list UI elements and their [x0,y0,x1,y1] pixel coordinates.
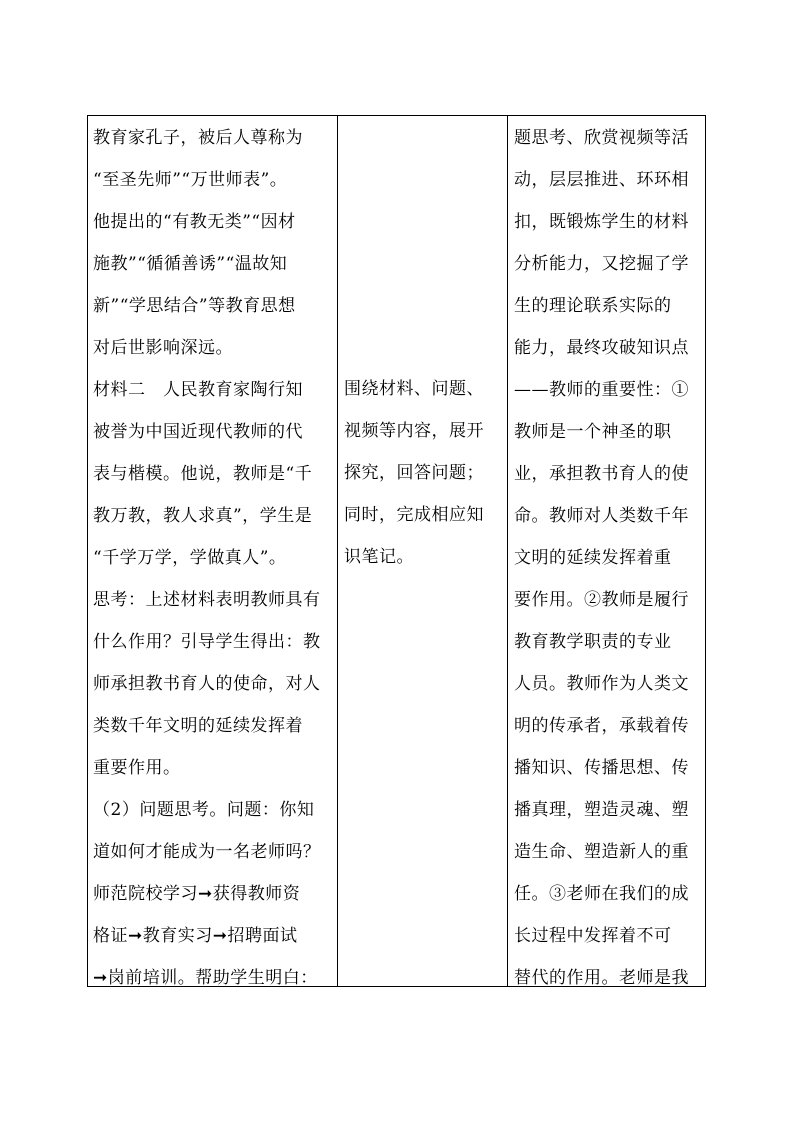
col1-line: 表与楷模。他说，教师是“千 [93,464,313,484]
col1-line: 什么作用？引导学生得出：教 [93,632,321,652]
col1-line: “千学万学，学做真人”。 [93,548,287,568]
col1-line: ➞岗前培训。帮助学生明白： [93,968,318,986]
col1-line: 师承担教书育人的使命，对人 [93,674,321,694]
col1-line: 新”“学思结合”等教育思想 [93,296,296,316]
col3-line: 文明的延续发挥着重 [514,548,672,568]
col3-line: 长过程中发挥着不可 [514,926,672,946]
col3-line: 播知识、传播思想、传 [514,758,689,778]
col2-line: 围绕材料、问题、 [344,379,484,399]
col2-line: 同时，完成相应知 [344,505,484,525]
col3-line: 替代的作用。老师是我 [514,968,689,986]
col1-line: 类数千年文明的延续发挥着 [93,716,303,736]
col3-line: 要作用。②教师是履行 [514,590,689,610]
col1-line: 他提出的“有教无类”“因材 [93,212,296,232]
column-spacer [344,116,503,368]
col3-line: ——教师的重要性：① [514,380,689,400]
col2-line: 探究，回答问题； [344,463,484,483]
col3-line: 题思考、欣赏视频等活 [514,128,689,148]
col2-line: 识笔记。 [344,547,414,567]
col3-line: 能力，最终攻破知识点 [514,338,689,358]
col1-line: 道如何才能成为一名老师吗？ [93,842,321,862]
col3-line: 人员。教师作为人类文 [514,674,689,694]
col1-line: 思考：上述材料表明教师具有 [93,590,321,610]
col3-line: 业，承担教书育人的使 [514,464,689,484]
design-intent-column [508,116,705,986]
col3-line: 生的理论联系实际的 [514,296,672,316]
col3-line: 命。教师对人类数千年 [514,506,689,526]
col1-line: 师范院校学习➞获得教师资 [93,884,301,904]
col1-line: 教育家孔子，被后人尊称为 [93,128,303,148]
col3-line: 分析能力，又挖掘了学 [514,254,689,274]
col3-line: 动，层层推进、环环相 [514,170,689,190]
col3-line: 教育教学职责的专业 [514,632,672,652]
col1-line: 被誉为中国近现代教师的代 [93,422,303,442]
col1-line: “至圣先师”“万世师表”。 [93,170,288,190]
col1-line: 教万教，教人求真”，学生是 [93,506,313,526]
col3-line: 明的传承者，承载着传 [514,716,689,736]
teacher-activity-column [88,116,338,986]
col3-line: 造生命、塑造新人的重 [514,842,689,862]
col1-line: 重要作用。 [93,758,181,778]
col1-line: 材料二 人民教育家陶行知 [93,380,303,400]
col2-line: 视频等内容，展开 [344,421,484,441]
col3-line: 教师是一个神圣的职 [514,422,672,442]
col1-line: 对后世影响深远。 [93,338,233,358]
col3-line: 扣，既锻炼学生的材料 [514,212,689,232]
col1-line: 施教”“循循善诱”“温故知 [93,254,288,274]
col3-line: 播真理，塑造灵魂、塑 [514,800,689,820]
lesson-plan-table [87,115,706,987]
col1-line: （2）问题思考。问题：你知 [93,800,315,820]
col1-line: 格证➞教育实习➞招聘面试 [93,926,298,946]
col3-line: 任。③老师在我们的成 [514,884,689,904]
student-activity-column [338,116,508,986]
